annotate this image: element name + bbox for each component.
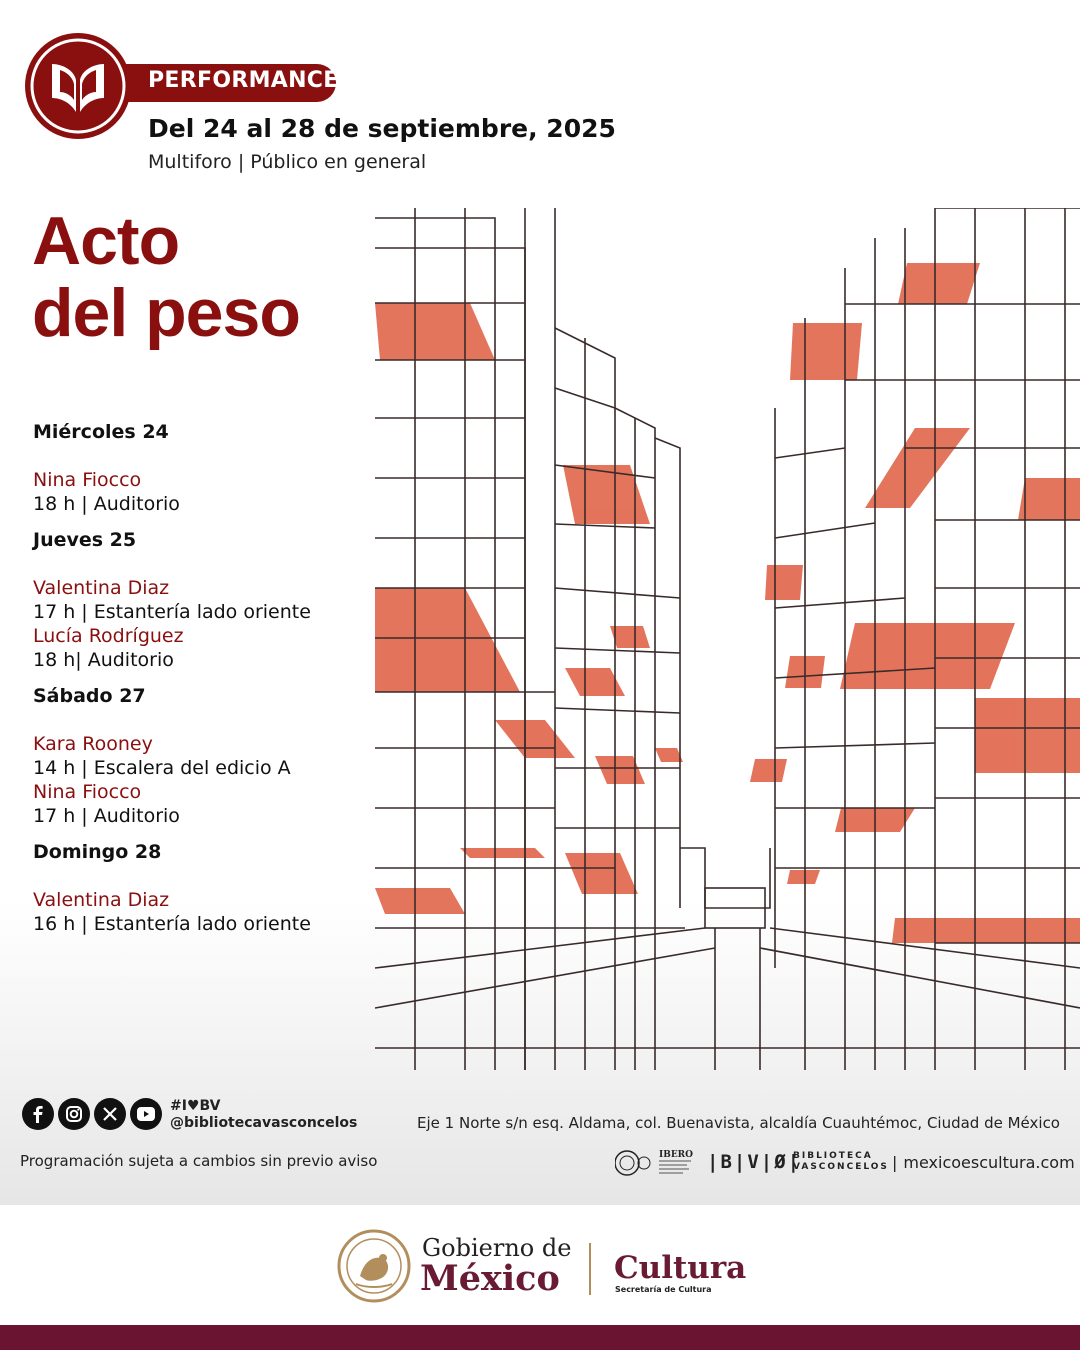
day-label: Miércoles 24 (33, 421, 169, 443)
schedule-day (33, 684, 363, 828)
artist-name: Valentina Diaz (33, 577, 170, 599)
library-logo-icon (22, 30, 134, 142)
gov-title-line2: México (420, 1258, 560, 1299)
website-link[interactable]: | mexicoescultura.com (892, 1153, 1075, 1172)
time-location: 18 h | Auditorio (33, 493, 180, 515)
event-title (32, 205, 300, 349)
event-title-line1: Acto (32, 203, 180, 279)
time-location: 14 h | Escalera del edicio A (33, 757, 291, 779)
facebook-icon[interactable] (22, 1098, 54, 1130)
event-venue: Multiforo | Público en general (148, 151, 427, 173)
artist-name: Lucía Rodríguez (33, 625, 184, 647)
social-handle: @bibliotecavasconcelos (170, 1115, 358, 1131)
bv-name-line1: BIBLIOTECA (793, 1151, 873, 1161)
artist-name: Kara Rooney (33, 733, 153, 755)
youtube-icon[interactable] (130, 1098, 162, 1130)
day-label: Domingo 28 (33, 841, 162, 863)
time-location: 18 h| Auditorio (33, 649, 174, 671)
schedule-day (33, 840, 363, 936)
mexico-seal-icon (336, 1228, 412, 1304)
library-shelves-illustration (375, 208, 1080, 1070)
artist-name: Nina Fiocco (33, 469, 142, 491)
gov-divider (589, 1243, 591, 1295)
bv-name (793, 1151, 889, 1173)
schedule-day (33, 420, 363, 516)
instagram-icon[interactable] (58, 1098, 90, 1130)
social-handles (170, 1098, 357, 1132)
partner-logos (615, 1148, 1075, 1178)
bv-name-line2: VASCONCELOS (793, 1162, 889, 1172)
ibero-label: IBERO (659, 1150, 693, 1160)
social-icons (22, 1098, 162, 1130)
gov-title-line1: Gobierno de (422, 1234, 572, 1262)
category-label: PERFORMANCE (148, 68, 339, 93)
event-title-line2: del peso (32, 275, 300, 351)
schedule-list (33, 420, 363, 948)
time-location: 17 h | Estantería lado oriente (33, 601, 311, 623)
artist-name: Valentina Diaz (33, 889, 170, 911)
x-icon[interactable] (94, 1098, 126, 1130)
bottom-bar (0, 1325, 1080, 1350)
schedule-disclaimer: Programación sujeta a cambios sin previo aviso (20, 1152, 378, 1170)
ibero-logo-icon (615, 1148, 695, 1178)
schedule-day (33, 528, 363, 672)
hashtag: #I♥BV (170, 1098, 221, 1114)
venue-address: Eje 1 Norte s/n esq. Aldama, col. Buenavista, alcaldía Cuauhtémoc, Ciudad de México (417, 1114, 1060, 1132)
time-location: 17 h | Auditorio (33, 805, 180, 827)
bv-logo: |B|V|Ø| (707, 1151, 802, 1173)
time-location: 16 h | Estantería lado oriente (33, 913, 311, 935)
event-dates: Del 24 al 28 de septiembre, 2025 (148, 114, 616, 143)
day-label: Sábado 27 (33, 685, 146, 707)
cultura-logo: Cultura (614, 1250, 747, 1286)
day-label: Jueves 25 (33, 529, 137, 551)
secretaria-label: Secretaría de Cultura (615, 1285, 712, 1294)
artist-name: Nina Fiocco (33, 781, 142, 803)
